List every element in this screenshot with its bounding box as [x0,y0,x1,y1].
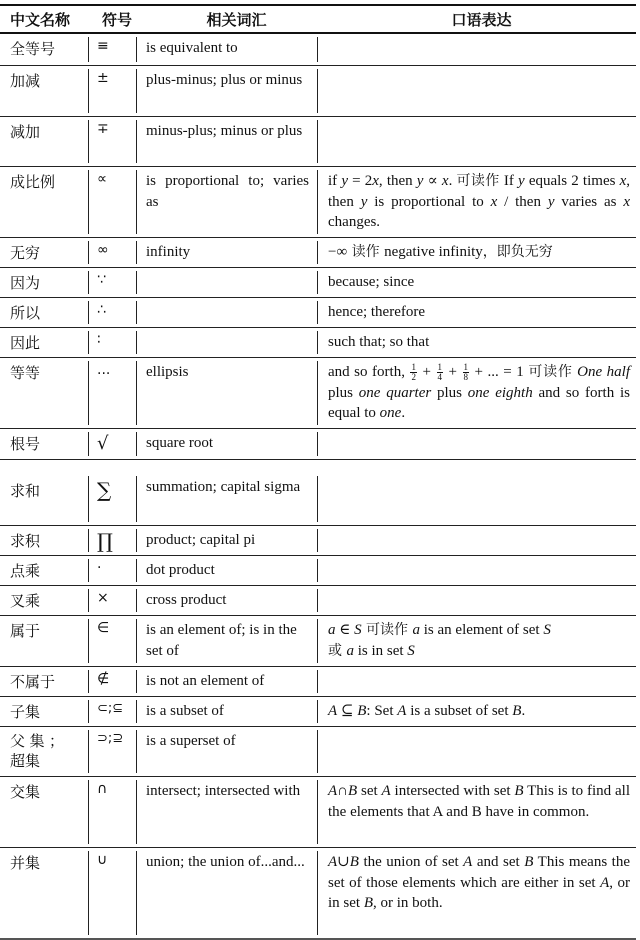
cell-spoken [317,589,636,612]
cell-spoken: a ∈ S 可读作 a is an element of set S 或 a is in set S [317,619,636,663]
cell-spoken [317,529,636,552]
cell-name: 求积 [10,532,41,550]
table-row [0,848,636,940]
cell-name: 交集 [10,783,41,801]
cell-name: 减加 [10,123,41,141]
cell-name: 叉乘 [10,592,41,610]
cell-terms: plus-minus; plus or minus [136,69,317,113]
fraction: $\frac{1}{4}$ [437,362,442,383]
fraction: $\frac{1}{8}$ [463,362,469,383]
table-row [0,167,636,238]
table-row [0,328,636,358]
cell-terms: infinity [136,241,317,264]
cell-symbol: · [88,559,136,582]
table-row [0,298,636,328]
cell-name: 因此 [10,334,41,352]
cell-spoken [317,730,636,773]
table-row [0,697,636,727]
table-row [0,460,636,526]
cell-symbol: ∵ [88,271,136,294]
cell-name: 属于 [10,622,41,640]
cell-symbol: ... [88,361,136,425]
cell-terms: product; capital pi [136,529,317,552]
cell-terms: square root [136,432,317,456]
cell-terms: is proportional to; varies as [136,170,317,234]
cell-spoken: such that; so that [317,331,636,354]
table-row [0,616,636,667]
cell-spoken [317,69,636,113]
cell-terms: minus-plus; minus or plus [136,120,317,163]
cell-terms: is a superset of [136,730,317,773]
cell-name: 全等号 [10,40,56,58]
cell-name: 子集 [10,703,41,721]
cell-spoken: and so forth, $\frac{1}{2}$ + $\frac{1}{4}$ + $\frac{1}{8}$ + ... = 1 可读作 One half plus one quarter plus one eighth and so forth is equal to one. [317,361,636,425]
cell-symbol: ∶ [88,331,136,354]
table-row [0,586,636,616]
header-symbol: 符号 [102,10,133,29]
cell-name: 加减 [10,72,41,90]
cell-name: 求和 [10,482,41,500]
cell-name: 所以 [10,304,41,322]
cell-terms: is equivalent to [136,37,317,62]
cell-symbol: ± [88,69,136,113]
cell-spoken [317,37,636,62]
cell-name: 根号 [10,435,41,453]
cell-terms: union; the union of...and... [136,851,317,935]
header-spoken: 口语表达 [451,10,512,29]
cell-spoken: if y = 2x, then y ∝ x. 可读作 If y equals 2 times x, then y is proportional to x / then y varies as x changes. [317,170,636,234]
cell-name: 不属于 [10,673,56,691]
cell-terms: ellipsis [136,361,317,425]
table-row [0,117,636,167]
math-symbols-table [0,4,636,940]
cell-symbol: ⊂;⊆ [88,700,136,723]
table-row [0,556,636,586]
cell-spoken [317,476,636,522]
cell-name: 因为 [10,274,41,292]
cell-spoken: A∩B set A intersected with set B This is to find all the elements that A and B have in common. [317,780,636,844]
table-row [0,727,636,777]
cell-terms: summation; capital sigma [136,476,317,522]
cell-symbol: ∑ [88,476,136,522]
cell-spoken [317,559,636,582]
cell-spoken [317,670,636,693]
cell-name: 并集 [10,854,41,872]
fraction: $\frac{1}{2}$ [411,362,416,383]
cell-terms: intersect; intersected with [136,780,317,844]
cell-terms: is an element of; is in the set of [136,619,317,663]
cell-symbol: ∝ [88,170,136,234]
table-row [0,268,636,298]
cell-name: 等等 [10,364,41,382]
table-header [0,6,636,34]
table-row [0,358,636,429]
cell-spoken: hence; therefore [317,301,636,324]
cell-symbol: ∩ [88,780,136,844]
cell-spoken: A ⊆ B: Set A is a subset of set B. [317,700,636,723]
header-terms: 相关词汇 [206,10,267,29]
cell-symbol: ∉ [88,670,136,693]
table-row [0,777,636,848]
table-row [0,66,636,117]
cell-symbol: ∓ [88,120,136,163]
cell-spoken: A∪B the union of set A and set B This means the set of those elements which are either in set A, or in set B, or in both. [317,851,636,935]
table-row [0,429,636,460]
cell-symbol: ∈ [88,619,136,663]
cell-symbol: × [88,589,136,612]
cell-name: 成比例 [10,173,56,191]
cell-name: 点乘 [10,562,41,580]
cell-spoken [317,120,636,163]
cell-symbol: ∏ [88,529,136,552]
cell-terms [136,301,317,324]
table-row [0,238,636,268]
cell-symbol: ⊃;⊇ [88,730,136,773]
cell-symbol: ∪ [88,851,136,935]
cell-symbol: ∴ [88,301,136,324]
cell-terms [136,331,317,354]
cell-terms [136,271,317,294]
cell-terms: is a subset of [136,700,317,723]
cell-terms: is not an element of [136,670,317,693]
table-row [0,667,636,697]
cell-terms: dot product [136,559,317,582]
cell-spoken: because; since [317,271,636,294]
cell-spoken [317,432,636,456]
cell-name: 无穷 [10,244,41,262]
cell-symbol: √ [88,432,136,456]
table-row [0,526,636,556]
cell-symbol: ≡ [88,37,136,62]
table-row [0,34,636,66]
cell-terms: cross product [136,589,317,612]
cell-name: 父集；超集 [10,732,64,770]
header-name: 中文名称 [10,10,71,29]
cell-spoken: −∞ 读作 negative infinity，即负无穷 [317,241,636,264]
cell-symbol: ∞ [88,241,136,264]
